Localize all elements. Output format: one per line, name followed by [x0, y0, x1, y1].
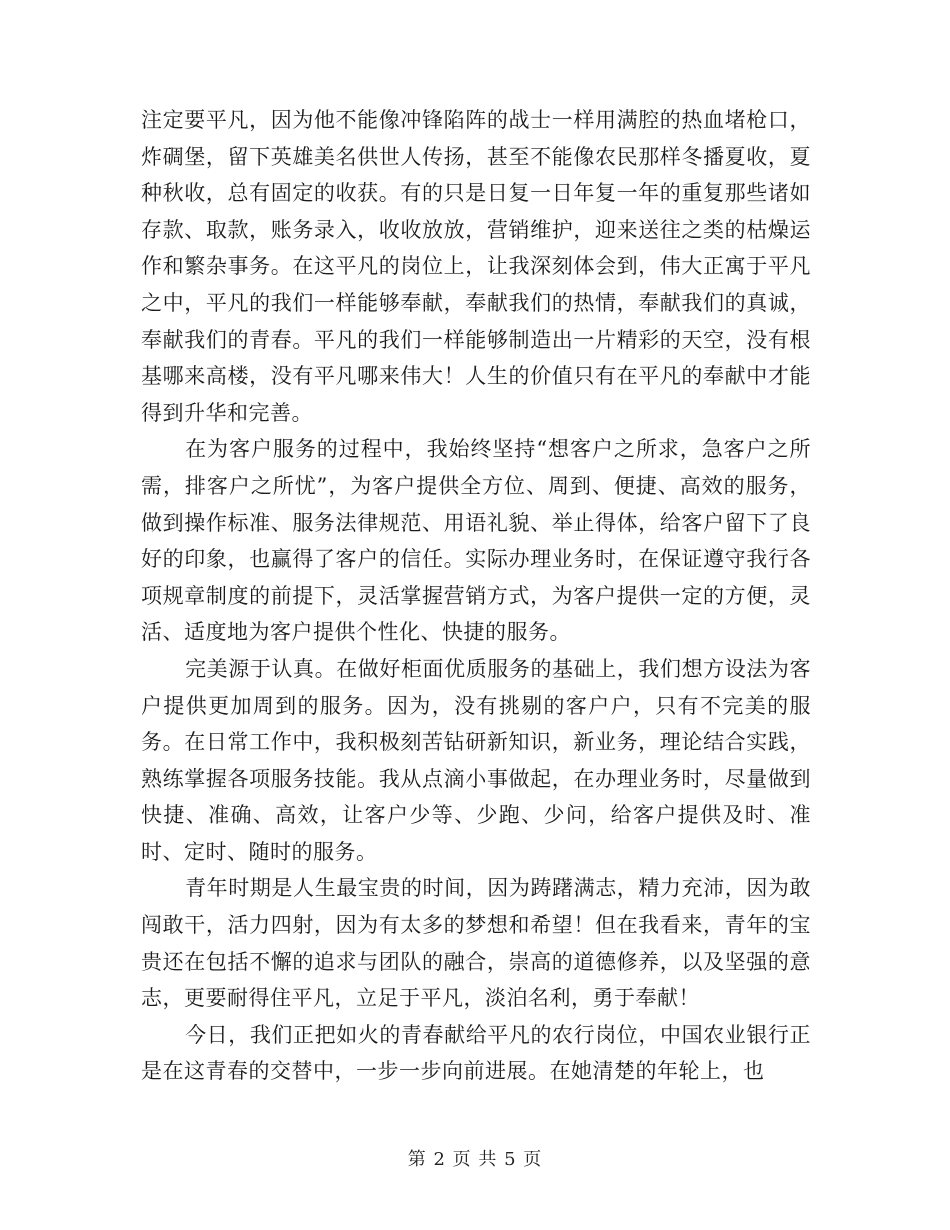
paragraph-5: 今日，我们正把如火的青春献给平凡的农行岗位，中国农业银行正是在这青春的交替中，一步一步向前进展。在她清楚的年轮上，也: [141, 1022, 811, 1084]
paragraph-3: 完美源于认真。在做好柜面优质服务的基础上，我们想方设法为客户提供更加周到的服务。因为，没有挑剔的客户户，只有不完美的服务。在日常工作中，我积极刻苦钻研新知识，新业务，理论结合实践，熟练掌握各项服务技能。我从点滴小事做起，在办理业务时，尽量做到快捷、准确、高效，让客户少等、少跑、少问，给客户提供及时、准时、定时、随时的服务。: [141, 656, 811, 864]
paragraph-4: 青年时期是人生最宝贵的时间，因为踌躇满志，精力充沛，因为敢闯敢干，活力四射，因为有太多的梦想和希望！但在我看来，青年的宝贵还在包括不懈的追求与团队的融合，崇高的道德修养，以及坚强的意志，更要耐得住平凡，立足于平凡，淡泊名利，勇于奉献！: [141, 876, 811, 1011]
paragraph-2: 在为客户服务的过程中，我始终坚持“想客户之所求，急客户之所需，排客户之所忧”，为客户提供全方位、周到、便捷、高效的服务，做到操作标准、服务法律规范、用语礼貌、举止得体，给客户留下了良好的印象，也赢得了客户的信任。实际办理业务时，在保证遵守我行各项规章制度的前提下，灵活掌握营销方式，为客户提供一定的方便，灵活、适度地为客户提供个性化、快捷的服务。: [141, 437, 811, 645]
body-text: [141, 102, 811, 1090]
page-footer: 第 2 页 共 5 页: [407, 1149, 543, 1170]
paragraph-1: 注定要平凡，因为他不能像冲锋陷阵的战士一样用满腔的热血堵枪口，炸碉堡，留下英雄美名供世人传扬，甚至不能像农民那样冬播夏收，夏种秋收，总有固定的收获。有的只是日复一日年复一年的重复那些诸如存款、取款，账务录入，收收放放，营销维护，迎来送往之类的枯燥运作和繁杂事务。在这平凡的岗位上，让我深刻体会到，伟大正寓于平凡之中，平凡的我们一样能够奉献，奉献我们的热情，奉献我们的真诚，奉献我们的青春。平凡的我们一样能够制造出一片精彩的天空，没有根基哪来高楼，没有平凡哪来伟大！人生的价值只有在平凡的奉献中才能得到升华和完善。: [141, 108, 811, 425]
